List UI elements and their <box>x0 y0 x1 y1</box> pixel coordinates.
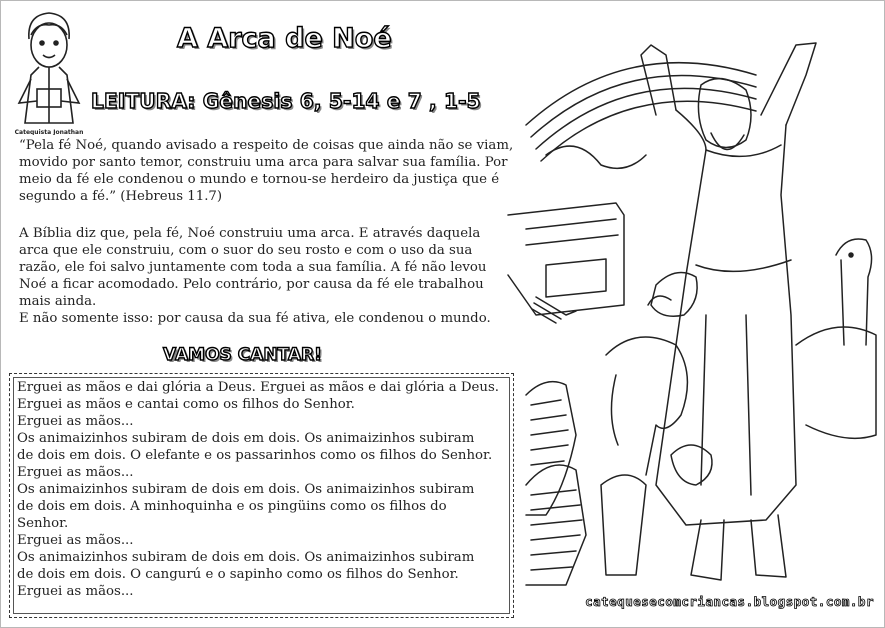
song-line: Os animaizinhos subiram de dois em dois. Os animaizinhos subiram <box>17 550 475 565</box>
explanation-line: E não somente isso: por causa da sua fé ativa, ele condenou o mundo. <box>19 311 491 326</box>
song-line: de dois em dois. O cangurú e o sapinho como os filhos do Senhor. <box>17 567 459 582</box>
song-line: de dois em dois. A minhoquinha e os pingüins como os filhos do <box>17 499 447 514</box>
song-box <box>9 373 514 618</box>
explanation-line: razão, ele foi salvo juntamente com toda a sua família. A fé não levou <box>19 260 487 275</box>
catechist-illustration <box>9 5 89 135</box>
song-line: Os animaizinhos subiram de dois em dois. Os animaizinhos subiram <box>17 482 475 497</box>
page-title: A Arca de Noé <box>177 23 392 54</box>
bible-explanation <box>19 225 514 327</box>
bible-quote <box>19 137 514 205</box>
song-line: Erguei as mãos... <box>17 533 134 548</box>
sing-heading: VAMOS CANTAR! <box>163 345 322 365</box>
explanation-line: arca que ele construiu, com o suor do seu rosto e com o uso da sua <box>19 243 473 258</box>
song-line: Erguei as mãos e cantai como os filhos do Senhor. <box>17 397 355 412</box>
explanation-line: Noé a ficar acomodado. Pelo contrário, por causa da fé ele trabalhou <box>19 277 484 292</box>
song-line: Erguei as mãos e dai glória a Deus. Erguei as mãos e dai glória a Deus. <box>17 380 500 395</box>
song-line: Os animaizinhos subiram de dois em dois. Os animaizinhos subiram <box>17 431 475 446</box>
quote-line: “Pela fé Noé, quando avisado a respeito de coisas que ainda não se viam, <box>19 138 514 153</box>
reading-reference: LEITURA: Gênesis 6, 5-14 e 7 , 1-5 <box>91 89 481 113</box>
quote-line: movido por santo temor, construiu uma arca para salvar sua família. Por <box>19 155 508 170</box>
song-line: de dois em dois. O elefante e os passarinhos como os filhos do Senhor. <box>17 448 493 463</box>
song-line: Erguei as mãos... <box>17 584 134 599</box>
explanation-line: A Bíblia diz que, pela fé, Noé construiu uma arca. E através daquela <box>19 226 481 241</box>
quote-line: meio da fé ele condenou o mundo e tornou-se herdeiro da justiça que é <box>19 172 500 187</box>
catechist-caption: Catequista Jonathan <box>14 129 84 135</box>
song-line: Erguei as mãos... <box>17 465 134 480</box>
explanation-line: mais ainda. <box>19 294 97 309</box>
noah-ark-illustration <box>506 15 881 595</box>
quote-line: segundo a fé.” (Hebreus 11.7) <box>19 189 223 204</box>
song-line: Senhor. <box>17 516 69 531</box>
song-line: Erguei as mãos... <box>17 414 134 429</box>
blog-url: catequesecomcriancas.blogspot.com.br <box>585 594 874 609</box>
song-lyrics <box>13 377 510 614</box>
